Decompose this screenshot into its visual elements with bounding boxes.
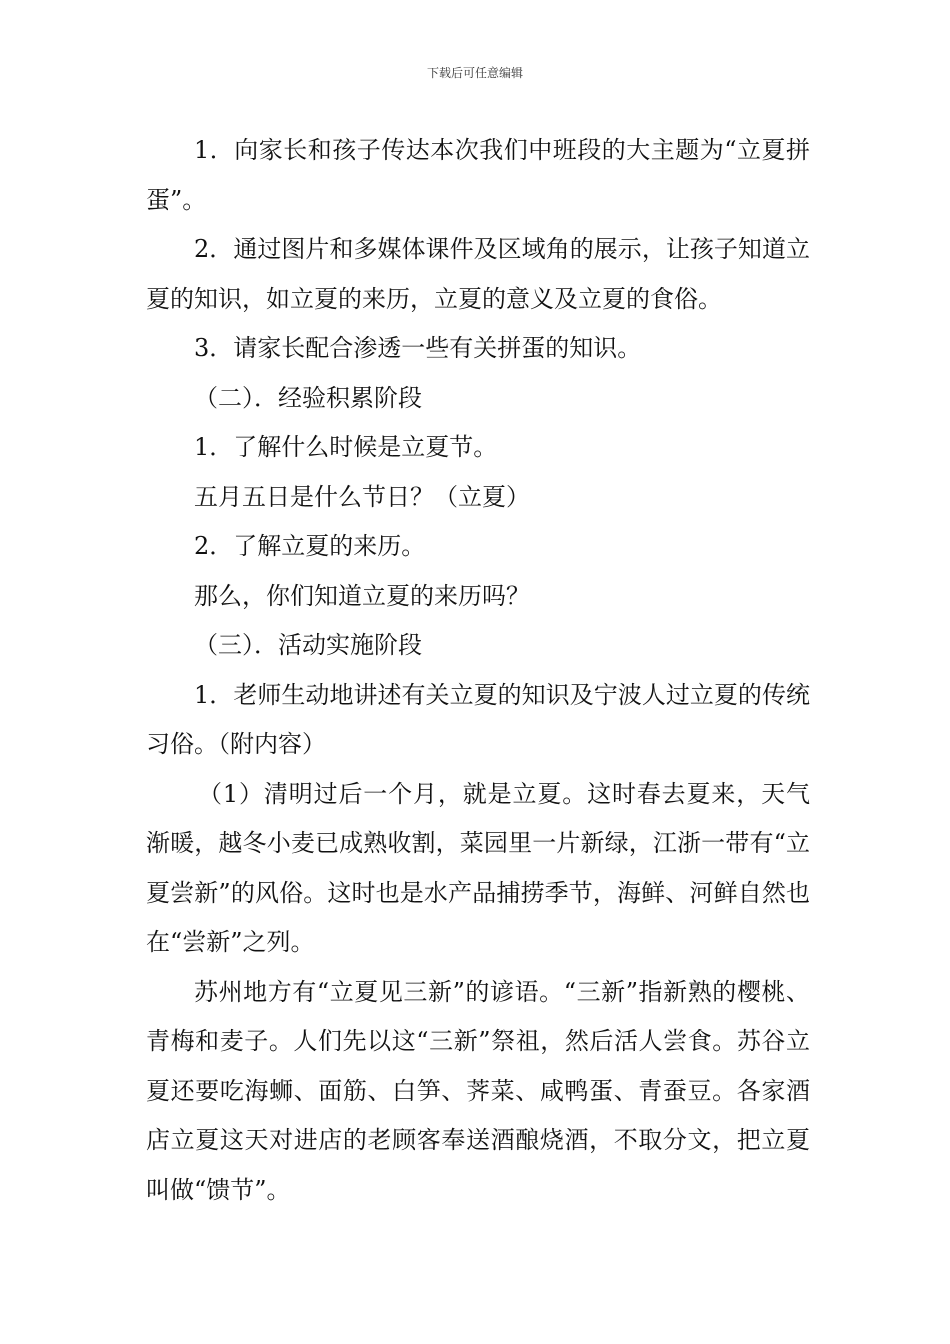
paragraph-4: 1．了解什么时候是立夏节。	[194, 433, 498, 461]
document-body	[146, 126, 810, 1215]
paragraph-2: 2．通过图片和多媒体课件及区域角的展示，让孩子知道立夏的知识，如立夏的来历，立夏的意义及立夏的食俗。	[146, 235, 810, 313]
paragraph-8: 1．老师生动地讲述有关立夏的知识及宁波人过立夏的传统习俗。（附内容）	[146, 680, 810, 758]
paragraph-10: 苏州地方有“立夏见三新”的谚语。“三新”指新熟的樱桃、青梅和麦子。人们先以这“三新”祭祖，然后活人尝食。苏谷立夏还要吃海蛳、面筋、白笋、荠菜、咸鸭蛋、青蚕豆。各家酒店立夏这天对进店的老顾客奉送酒酿烧酒，不取分文，把立夏叫做“馈节”。	[146, 977, 810, 1204]
paragraph-7: 那么，你们知道立夏的来历吗？	[194, 581, 530, 610]
paragraph-3: 3．请家长配合渗透一些有关拼蛋的知识。	[194, 334, 642, 362]
page-header: 下载后可任意编辑	[426, 66, 523, 80]
section-heading-2: （二）．经验积累阶段	[194, 383, 422, 412]
paragraph-1: 1．向家长和孩子传达本次我们中班段的大主题为“立夏拼蛋”。	[146, 136, 810, 214]
paragraph-6: 2．了解立夏的来历。	[194, 532, 426, 560]
paragraph-9: （1）清明过后一个月，就是立夏。这时春去夏来，天气渐暖，越冬小麦已成熟收割，菜园里一片新绿，江浙一带有“立夏尝新”的风俗。这时也是水产品捕捞季节，海鲜、河鲜自然也在“尝新”之列。	[146, 779, 810, 956]
section-heading-3: （三）．活动实施阶段	[194, 631, 422, 659]
paragraph-5: 五月五日是什么节日？（立夏）	[194, 482, 530, 511]
